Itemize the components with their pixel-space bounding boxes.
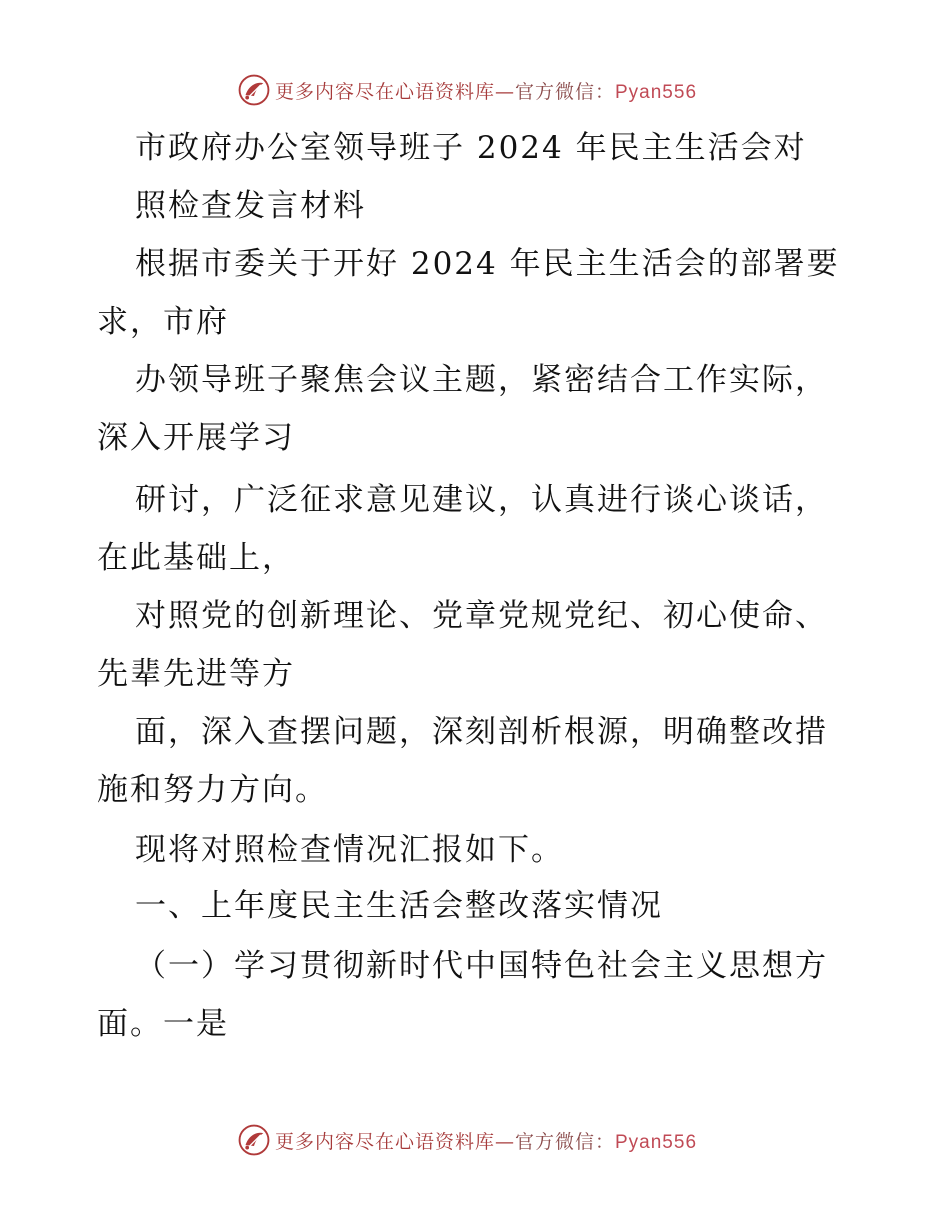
paragraph-line: 面。一是	[97, 1006, 229, 1042]
paragraph-line: 在此基础上，	[97, 540, 295, 576]
watermark-group	[237, 1123, 697, 1157]
watermark-wechat-label: 官方微信：	[514, 80, 615, 103]
watermark-wechat-label: 官方微信：	[514, 1130, 615, 1153]
paragraph-line: 办领导班子聚焦会议主题，紧密结合工作实际，	[135, 362, 828, 398]
watermark-group	[237, 73, 697, 107]
watermark-dash: —	[494, 80, 515, 103]
paragraph-line: 研讨，广泛征求意见建议，认真进行谈心谈话，	[135, 482, 828, 518]
paragraph-line: 求，市府	[97, 304, 229, 340]
paragraph-line: 深入开展学习	[97, 420, 295, 456]
subsection-heading: （一）学习贯彻新时代中国特色社会主义思想方	[135, 948, 828, 984]
footer-watermark	[0, 1122, 950, 1158]
doc-title-line-2: 照检查发言材料	[135, 188, 366, 224]
paragraph-line: 施和努力方向。	[97, 772, 328, 808]
watermark-wechat-id: Pyan556	[615, 1131, 698, 1153]
doc-title-line-1: 市政府办公室领导班子 2024 年民主生活会对	[135, 130, 807, 166]
paragraph-line: 先辈先进等方	[97, 656, 295, 692]
paragraph-line: 现将对照检查情况汇报如下。	[135, 832, 564, 868]
section-heading: 一、上年度民主生活会整改落实情况	[135, 888, 663, 924]
watermark-text	[275, 77, 697, 104]
paragraph-line: 根据市委关于开好 2024 年民主生活会的部署要	[135, 246, 840, 282]
logo-icon	[237, 73, 271, 107]
watermark-wechat-id: Pyan556	[615, 81, 698, 103]
logo-icon	[237, 1123, 271, 1157]
paragraph-line: 对照党的创新理论、党章党规党纪、初心使命、	[135, 598, 828, 634]
watermark-main: 更多内容尽在心语资料库	[274, 80, 495, 103]
watermark-main: 更多内容尽在心语资料库	[274, 1130, 495, 1153]
paragraph-line: 面，深入查摆问题，深刻剖析根源，明确整改措	[135, 714, 828, 750]
header-watermark	[0, 72, 950, 108]
watermark-text	[275, 1127, 697, 1154]
watermark-dash: —	[494, 1130, 515, 1153]
